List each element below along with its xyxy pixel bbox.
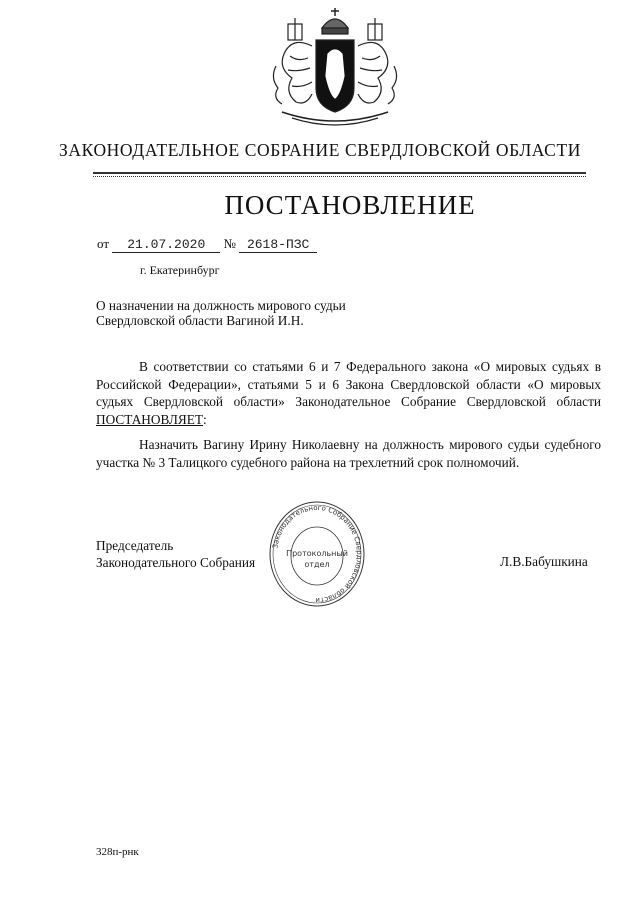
organization-title: ЗАКОНОДАТЕЛЬНОЕ СОБРАНИЕ СВЕРДЛОВСКОЙ ОБЛАСТИ — [59, 140, 581, 160]
stamp-inner-line-1: Протокольный — [286, 549, 348, 558]
stamp-outer-text: Законодательного Собрание Свердловской области — [271, 503, 364, 605]
paragraph-1-end: : — [203, 411, 207, 427]
signatory-title-line-1: Председатель — [96, 538, 174, 553]
signatory-name: Л.В.Бабушкина — [500, 554, 588, 569]
signatory-title — [96, 537, 255, 571]
body-paragraph-2: Назначить Вагину Ирину Николаевну на должность мирового судьи судебного участка № 3 Талицкого судебного района на трехлетний срок полномочий. — [96, 437, 601, 470]
document-subject: О назначении на должность мирового судьи Свердловской области Вагиной И.Н. — [96, 298, 346, 328]
document-title: ПОСТАНОВЛЕНИЕ — [224, 190, 476, 220]
coat-of-arms-icon — [262, 6, 408, 130]
document-number: 2618-ПЗС — [239, 238, 317, 253]
date-prefix: от — [97, 236, 110, 251]
header-divider-dotted — [93, 176, 586, 177]
body-paragraph-1 — [96, 358, 601, 428]
header-divider — [93, 172, 586, 174]
document-date: 21.07.2020 — [112, 238, 220, 253]
stamp-inner-line-2: отдел — [304, 560, 330, 569]
number-prefix: № — [223, 236, 236, 251]
document-city: г. Екатеринбург — [140, 263, 220, 277]
document-meta — [97, 236, 317, 253]
official-stamp — [268, 500, 366, 608]
paragraph-1-text: В соответствии со статьями 6 и 7 Федерального закона «О мировых судьях в Российской Федерации», статьями 5 и 6 Закона Свердловской области «О мировых судьях Свердловской области» Законодательное Собрание Свердловской области — [96, 359, 601, 409]
footer-code: 328п-рнк — [96, 846, 139, 858]
resolves-keyword: ПОСТАНОВЛЯЕТ — [96, 411, 203, 427]
signatory-title-line-2: Законодательного Собрания — [96, 555, 256, 570]
